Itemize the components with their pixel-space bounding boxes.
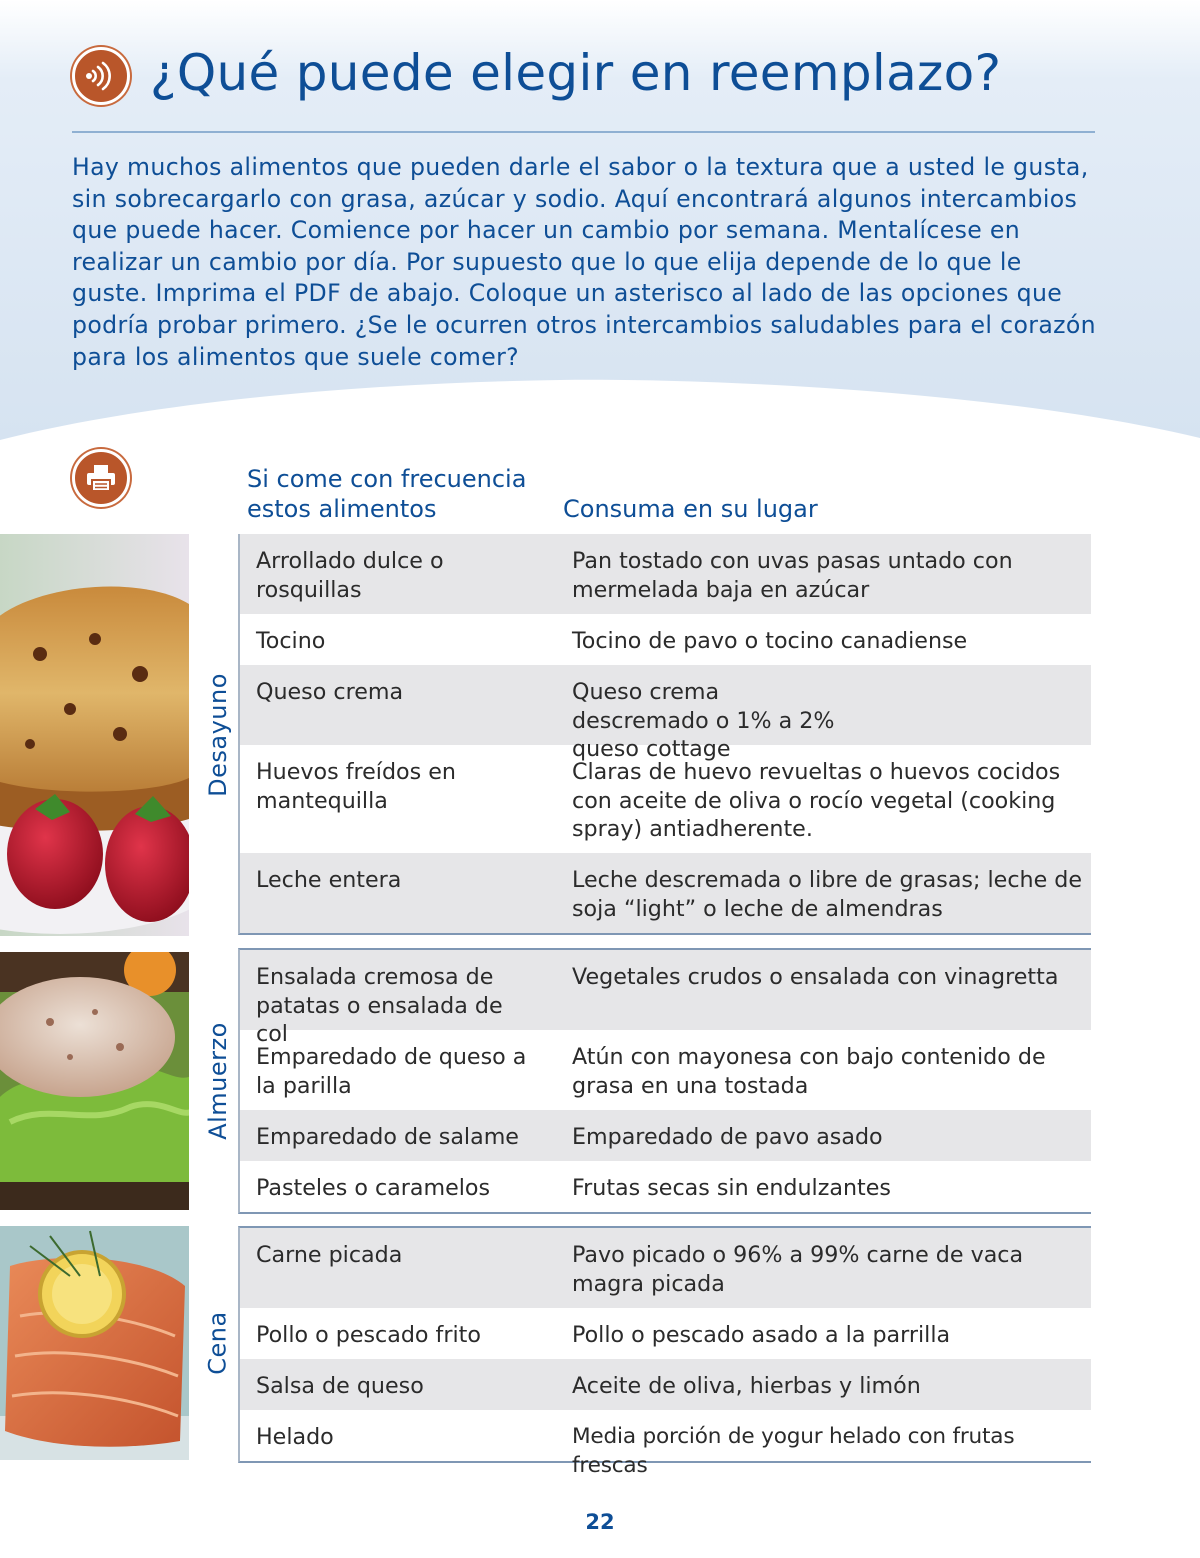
table-cell-eat: Huevos freídos en mantequilla <box>256 759 456 814</box>
section-label-lunch <box>203 952 233 1210</box>
table-section-lunch <box>238 948 1091 1214</box>
table-row <box>240 614 1091 665</box>
lunch-photo <box>0 952 189 1210</box>
table-cell-eat: Emparedado de queso a la parilla <box>256 1044 527 1099</box>
table-row <box>240 853 1091 933</box>
table-cell-instead: Tocino de pavo o tocino canadiense <box>572 628 968 654</box>
audio-button[interactable] <box>72 47 130 105</box>
section-label-text: Cena <box>204 1311 233 1375</box>
audio-speaker-icon <box>84 61 118 91</box>
table-row <box>240 745 1091 853</box>
table-cell-eat: Salsa de queso <box>256 1373 424 1399</box>
table-cell-instead: Claras de huevo revueltas o huevos cocidos con aceite de oliva o rocío vegetal (cooking spray) antiadherente. <box>572 759 1061 842</box>
table-row <box>240 1359 1091 1410</box>
table-row <box>240 534 1091 614</box>
column-header-eat: Si come con frecuencia estos alimentos <box>247 465 527 523</box>
table-cell-instead: Frutas secas sin endulzantes <box>572 1175 891 1201</box>
table-cell-instead: Pan tostado con uvas pasas untado con mermelada baja en azúcar <box>572 548 1013 603</box>
table-cell-eat: Tocino <box>256 628 326 654</box>
breakfast-photo <box>0 534 189 936</box>
intro-paragraph: Hay muchos alimentos que pueden darle el sabor o la textura que a usted le gusta, sin sobrecargarlo con grasa, azúcar y sodio. Aquí encontrará algunos intercambios que puede hacer. Comience por hacer un cambio por semana. Mentalícese en realizar un cambio por día. Por supuesto que lo que elija depende de lo que le guste. Imprima el PDF de abajo. Coloque un asterisco al lado de las opciones que podría probar primero. ¿Se le ocurren otros intercambios saludables para el corazón para los alimentos que suele comer? <box>72 153 1096 371</box>
page-title: ¿Qué puede elegir en reemplazo? <box>150 44 1002 102</box>
section-label-breakfast <box>203 534 233 936</box>
table-cell-eat: Helado <box>256 1424 334 1450</box>
table-cell-eat: Leche entera <box>256 867 402 893</box>
table-section-dinner <box>238 1226 1091 1478</box>
table-row <box>240 1030 1091 1110</box>
page-number: 22 <box>585 1510 615 1534</box>
table-cell-instead: Vegetales crudos o ensalada con vinagretta <box>572 964 1059 990</box>
table-cell-instead: Queso crema descremado o 1% a 2% queso cottage <box>572 679 835 762</box>
column-header-instead: Consuma en su lugar <box>563 495 818 523</box>
table-row <box>240 950 1091 1047</box>
table-row <box>240 665 1091 762</box>
table-cell-eat: Emparedado de salame <box>256 1124 519 1150</box>
print-button[interactable] <box>72 449 130 507</box>
table-row <box>240 1410 1091 1478</box>
table-cell-eat: Queso crema <box>256 679 404 705</box>
section-label-dinner <box>203 1226 233 1460</box>
table-cell-instead: Emparedado de pavo asado <box>572 1124 883 1150</box>
table-row <box>240 1308 1091 1359</box>
printer-icon <box>85 463 117 493</box>
table-cell-instead: Pavo picado o 96% a 99% carne de vaca magra picada <box>572 1242 1024 1297</box>
table-cell-eat: Ensalada cremosa de patatas o ensalada de col <box>256 964 503 1047</box>
table-section-breakfast <box>238 534 1091 935</box>
section-label-text: Almuerzo <box>204 1022 232 1140</box>
table-row <box>240 1228 1091 1308</box>
table-cell-instead: Leche descremada o libre de grasas; leche de soja “light” o leche de almendras <box>572 867 1083 922</box>
title-divider <box>72 131 1095 133</box>
table-cell-eat: Pollo o pescado frito <box>256 1322 481 1348</box>
table-cell-instead: Atún con mayonesa con bajo contenido de grasa en una tostada <box>572 1044 1046 1099</box>
table-row <box>240 1110 1091 1161</box>
section-label-text: Desayuno <box>204 673 233 797</box>
dinner-photo <box>0 1226 189 1460</box>
table-row <box>240 1161 1091 1212</box>
table-cell-eat: Arrollado dulce o rosquillas <box>256 548 444 603</box>
table-cell-instead: Pollo o pescado asado a la parrilla <box>572 1322 951 1348</box>
table-cell-instead: Media porción de yogur helado con frutas frescas <box>572 1424 1015 1478</box>
table-cell-instead: Aceite de oliva, hierbas y limón <box>572 1373 921 1399</box>
table-cell-eat: Pasteles o caramelos <box>256 1175 491 1201</box>
table-cell-eat: Carne picada <box>256 1242 403 1268</box>
